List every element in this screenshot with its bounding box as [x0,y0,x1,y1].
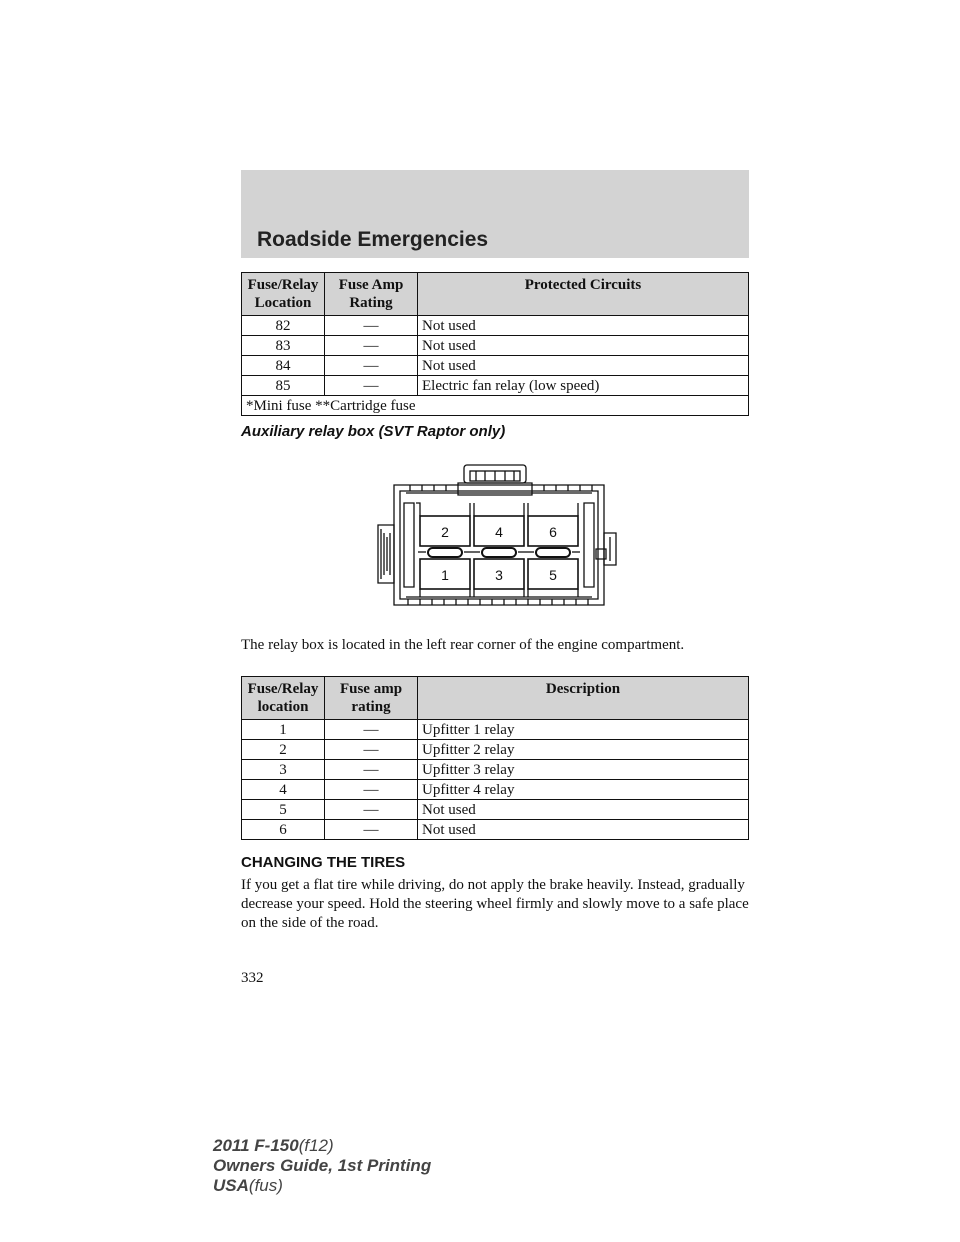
table-header-row [242,677,749,720]
table-row [242,336,749,356]
footer-model-code: (f12) [298,1136,334,1155]
cell-circuit: Not used [418,316,749,336]
column-header: Fuse/Relay location [242,677,325,720]
cell-circuit: Not used [418,336,749,356]
table-footnote: *Mini fuse **Cartridge fuse [242,396,749,416]
table-row [242,800,749,820]
auxiliary-relay-box-heading: Auxiliary relay box (SVT Raptor only) [241,423,506,440]
print-footer [213,1136,431,1196]
table-row [242,760,749,780]
cell-rating: — [325,720,418,740]
cell-location: 4 [242,780,325,800]
relay-label-2: 2 [441,524,449,540]
cell-location: 3 [242,760,325,780]
cell-rating: — [325,800,418,820]
cell-rating: — [325,740,418,760]
footer-market-code: (fus) [248,1176,283,1195]
cell-description: Not used [418,800,749,820]
column-header: Fuse/Relay Location [242,273,325,316]
table-row [242,720,749,740]
cell-rating: — [325,356,418,376]
changing-tires-heading: CHANGING THE TIRES [241,854,406,871]
column-header: Protected Circuits [418,273,749,316]
column-header: Description [418,677,749,720]
cell-rating: — [325,336,418,356]
table-row [242,820,749,840]
cell-rating: — [325,376,418,396]
cell-circuit: Electric fan relay (low speed) [418,376,749,396]
table-row [242,780,749,800]
footer-line-guide: Owners Guide, 1st Printing [213,1156,432,1175]
cell-location: 84 [242,356,325,376]
cell-circuit: Not used [418,356,749,376]
cell-location: 1 [242,720,325,740]
fuse-table-auxiliary [241,676,749,840]
relay-label-5: 5 [549,567,557,583]
section-title: Roadside Emergencies [257,228,489,251]
table-row [242,740,749,760]
column-header: Fuse amp rating [325,677,418,720]
page-number: 332 [241,970,264,986]
cell-location: 6 [242,820,325,840]
column-header: Fuse Amp Rating [325,273,418,316]
cell-location: 5 [242,800,325,820]
footer-model: 2011 F-150 [213,1136,299,1155]
relay-label-3: 3 [495,567,503,583]
fuse-table-engine [241,272,749,416]
cell-description: Upfitter 2 relay [418,740,749,760]
cell-rating: — [325,820,418,840]
cell-description: Upfitter 3 relay [418,760,749,780]
relay-label-6: 6 [549,524,557,540]
cell-rating: — [325,316,418,336]
section-header-band [241,170,749,258]
relay-box-diagram [370,463,620,615]
cell-rating: — [325,780,418,800]
relay-label-4: 4 [495,524,503,540]
cell-location: 85 [242,376,325,396]
relay-box-location-text: The relay box is located in the left rear corner of the engine compartment. [241,637,685,653]
footer-line-market [213,1176,431,1196]
cell-description: Not used [418,820,749,840]
table-row [242,316,749,336]
cell-location: 82 [242,316,325,336]
flat-tire-instructions: If you get a flat tire while driving, do not apply the brake heavily. Instead, gradually decrease your speed. Hold the steering wheel firmly and slowly move to a safe place on the side of the road. [241,877,749,931]
relay-label-1: 1 [441,567,449,583]
table-header-row [242,273,749,316]
cell-description: Upfitter 1 relay [418,720,749,740]
cell-location: 2 [242,740,325,760]
footer-market: USA [213,1176,249,1195]
cell-rating: — [325,760,418,780]
table-row [242,376,749,396]
cell-location: 83 [242,336,325,356]
cell-description: Upfitter 4 relay [418,780,749,800]
table-row [242,356,749,376]
footer-line-model [213,1136,431,1156]
table-footnote-row [242,396,749,416]
